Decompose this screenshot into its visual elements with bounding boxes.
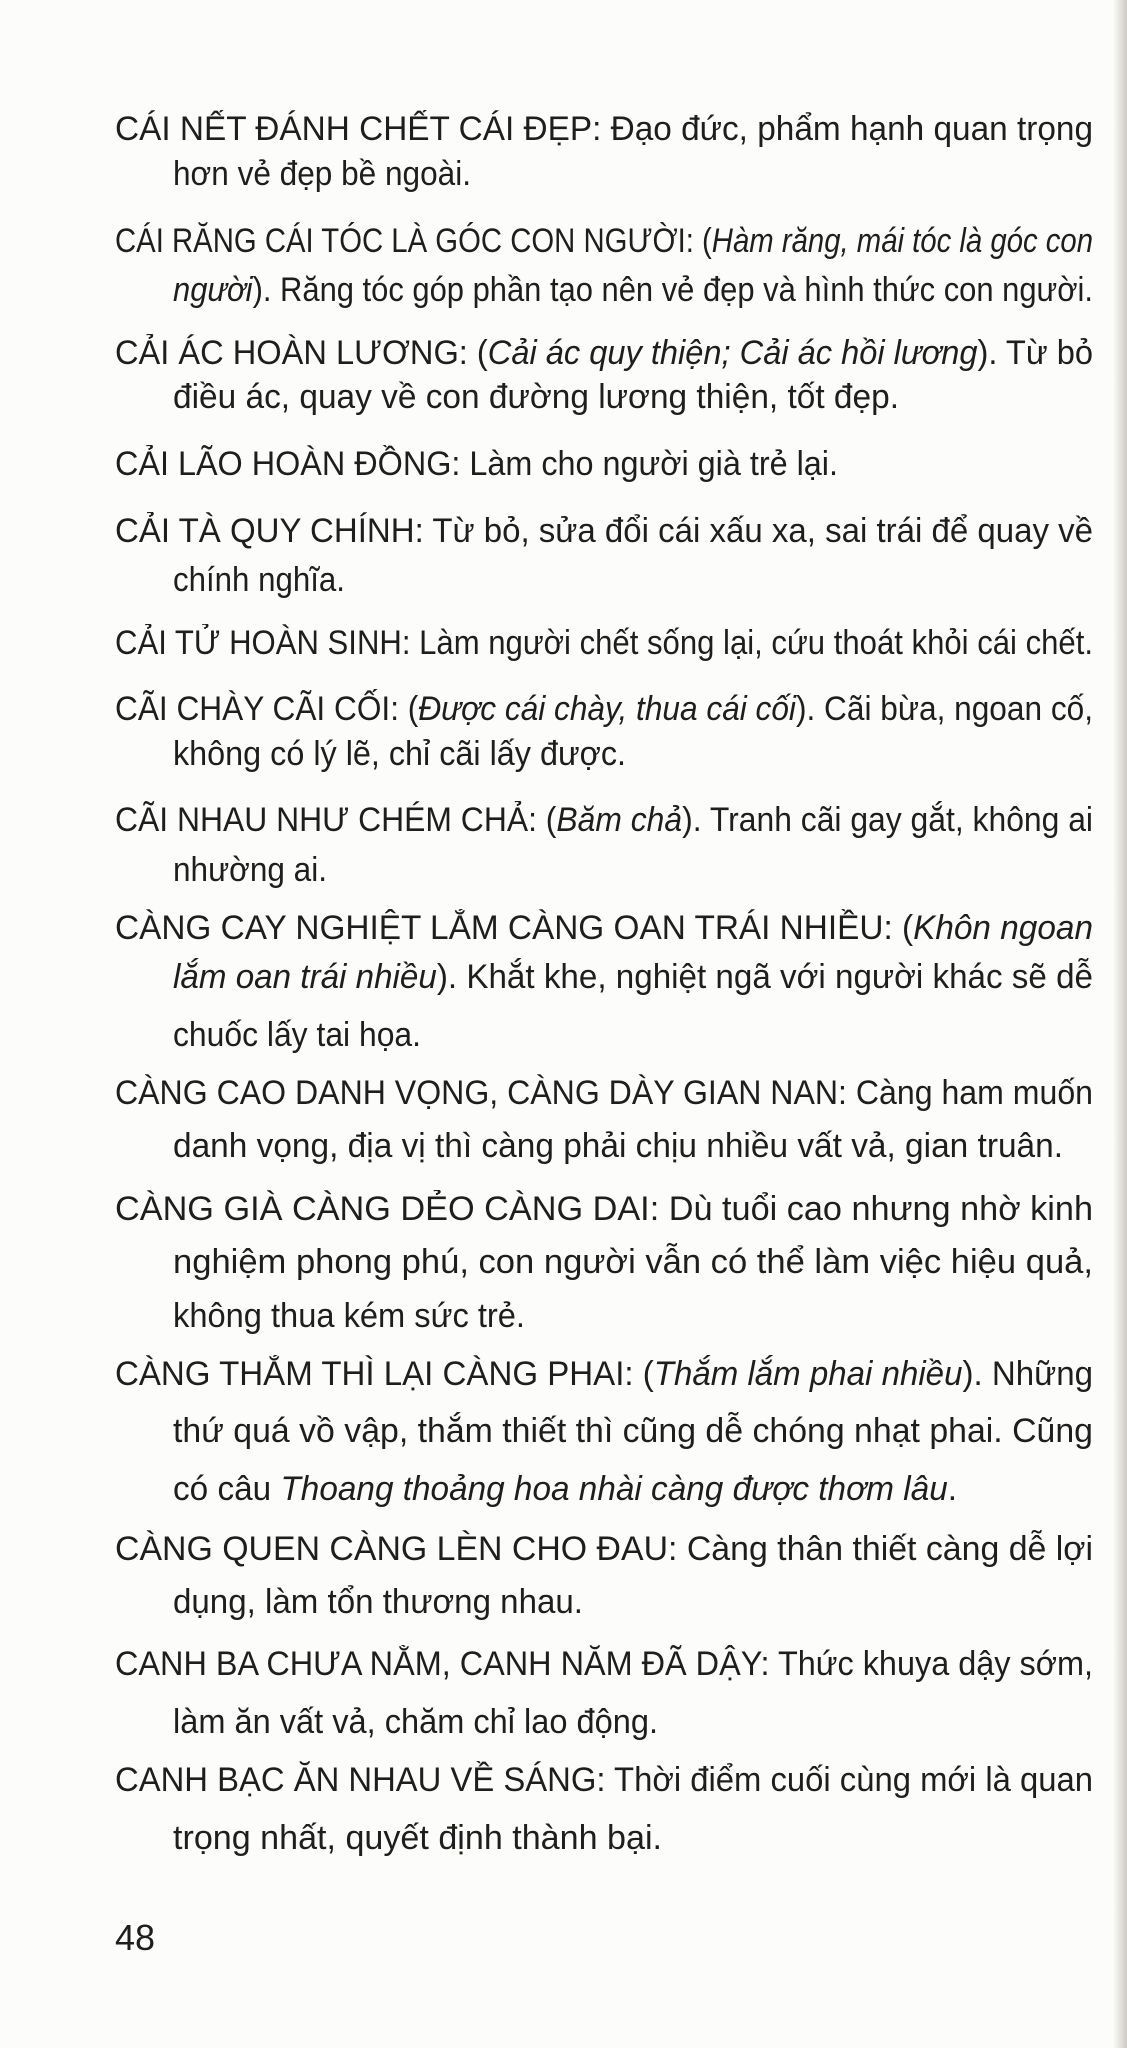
entry-text: nghiệm phong phú, con người vẫn có thể làm việc hiệu quả,	[173, 1243, 1093, 1281]
entry-continuation-line	[173, 850, 327, 890]
entry-text: CÀNG CAO DANH VỌNG, CÀNG DÀY GIAN NAN: Càng ham muốn	[115, 1074, 1093, 1112]
entry-text: CANH BA CHƯA NẰM, CANH NĂM ĐÃ DẬY: Thức khuya dậy sớm,	[115, 1645, 1093, 1683]
entry-headline	[115, 623, 1093, 663]
entry-text: CẢI ÁC HOÀN LƯƠNG: (	[115, 334, 488, 372]
entry-text: CANH BẠC ĂN NHAU VỀ SÁNG: Thời điểm cuối cùng mới là quan	[115, 1761, 1093, 1799]
entry-text: .	[947, 1470, 957, 1508]
entry-text: ). Răng tóc góp phần tạo nên vẻ đẹp và hình thức con người.	[252, 271, 1093, 309]
entry-continuation-line	[173, 154, 471, 194]
entry-text: làm ăn vất vả, chăm chỉ lao động.	[173, 1703, 658, 1741]
entry-headline	[115, 800, 1093, 840]
entry-text: CẢI TỬ HOÀN SINH: Làm người chết sống lại, cứu thoát khỏi cái chết.	[115, 624, 1093, 662]
entry-headline	[115, 511, 1093, 551]
entry-continuation-line	[173, 734, 626, 774]
entry-text: chính nghĩa.	[173, 561, 345, 599]
entry-text: CÀNG THẮM THÌ LẠI CÀNG PHAI: (	[115, 1355, 654, 1393]
italic-gloss: người	[173, 271, 253, 309]
page-number: 48	[115, 1917, 156, 1958]
entry-continuation-line	[173, 560, 345, 600]
entry-text: chuốc lấy tai họa.	[173, 1016, 421, 1054]
entry-text: CÁI NẾT ĐÁNH CHẾT CÁI ĐẸP: Đạo đức, phẩm hạnh quan trọng	[115, 110, 1093, 148]
entry-headline	[115, 1529, 1093, 1569]
entry-text: không có lý lẽ, chỉ cãi lấy được.	[173, 735, 626, 773]
entry-headline	[115, 333, 1093, 373]
entry-headline	[115, 221, 1093, 261]
entry-continuation-line	[173, 1469, 957, 1509]
entry-continuation-line	[173, 270, 1093, 310]
entry-text: dụng, làm tổn thương nhau.	[173, 1583, 583, 1621]
entry-headline	[115, 1189, 1093, 1229]
page-edge-shadow	[1113, 0, 1127, 2048]
entry-continuation-line	[173, 1242, 1093, 1282]
entry-text: ). Tranh cãi gay gắt, không ai	[682, 801, 1093, 839]
entry-text: CÁI RĂNG CÁI TÓC LÀ GÓC CON NGƯỜI: (	[115, 222, 712, 260]
entry-continuation-line	[173, 957, 1093, 997]
entry-text: ). Cãi bừa, ngoan cố,	[795, 690, 1093, 728]
entry-text: có câu	[173, 1470, 281, 1508]
entry-text: trọng nhất, quyết định thành bại.	[173, 1819, 662, 1857]
entry-headline	[115, 444, 838, 484]
italic-gloss: Thoang thoảng hoa nhài càng được thơm lâu	[280, 1470, 948, 1508]
entry-headline	[115, 908, 1093, 948]
entry-text: ). Từ bỏ	[977, 334, 1093, 372]
entry-text: không thua kém sức trẻ.	[173, 1297, 525, 1335]
entry-headline	[115, 1354, 1093, 1394]
entry-text: CÃI NHAU NHƯ CHÉM CHẢ: (	[115, 801, 557, 839]
entry-text: CÃI CHÀY CÃI CỐI: (	[115, 690, 419, 728]
entry-continuation-line	[173, 1126, 1063, 1166]
entry-headline	[115, 689, 1093, 729]
entry-headline	[115, 109, 1093, 149]
entry-text: CÀNG CAY NGHIỆT LẮM CÀNG OAN TRÁI NHIỀU: (	[115, 909, 914, 947]
entry-text: hơn vẻ đẹp bề ngoài.	[173, 155, 471, 193]
entry-headline	[115, 1760, 1093, 1800]
entry-text: CẢI LÃO HOÀN ĐỒNG: Làm cho người già trẻ lại.	[115, 445, 838, 483]
italic-gloss: Cải ác quy thiện; Cải ác hồi lương	[487, 334, 978, 372]
entry-continuation-line	[173, 1582, 583, 1622]
italic-gloss: Thắm lắm phai nhiều	[653, 1355, 963, 1393]
italic-gloss: Được cái chày, thua cái cối	[418, 690, 796, 728]
entry-continuation-line	[173, 1015, 421, 1055]
italic-gloss: Khôn ngoan	[913, 909, 1093, 947]
italic-gloss: lắm oan trái nhiều	[173, 958, 437, 996]
entry-text: CẢI TÀ QUY CHÍNH: Từ bỏ, sửa đổi cái xấu xa, sai trái để quay về	[115, 512, 1093, 550]
italic-gloss: Hàm răng, mái tóc là góc con	[711, 222, 1093, 260]
entry-headline	[115, 1073, 1093, 1113]
entry-text: nhường ai.	[173, 851, 327, 889]
entry-text: ). Những	[962, 1355, 1093, 1393]
entry-headline	[115, 1644, 1093, 1684]
entry-text: ). Khắt khe, nghiệt ngã với người khác sẽ dễ	[436, 958, 1093, 996]
entry-continuation-line	[173, 1702, 658, 1742]
entry-text: điều ác, quay về con đường lương thiện, tốt đẹp.	[173, 378, 899, 416]
entry-text: thứ quá vồ vập, thắm thiết thì cũng dễ chóng nhạt phai. Cũng	[173, 1412, 1093, 1450]
entry-continuation-line	[173, 1411, 1093, 1451]
italic-gloss: Băm chả	[556, 801, 683, 839]
entry-text: CÀNG QUEN CÀNG LÈN CHO ĐAU: Càng thân thiết càng dễ lợi	[115, 1530, 1093, 1568]
entry-continuation-line	[173, 1818, 662, 1858]
entry-text: danh vọng, địa vị thì càng phải chịu nhiều vất vả, gian truân.	[173, 1127, 1063, 1165]
entry-continuation-line	[173, 1296, 525, 1336]
entry-continuation-line	[173, 377, 899, 417]
entry-text: CÀNG GIÀ CÀNG DẺO CÀNG DAI: Dù tuổi cao nhưng nhờ kinh	[115, 1190, 1093, 1228]
